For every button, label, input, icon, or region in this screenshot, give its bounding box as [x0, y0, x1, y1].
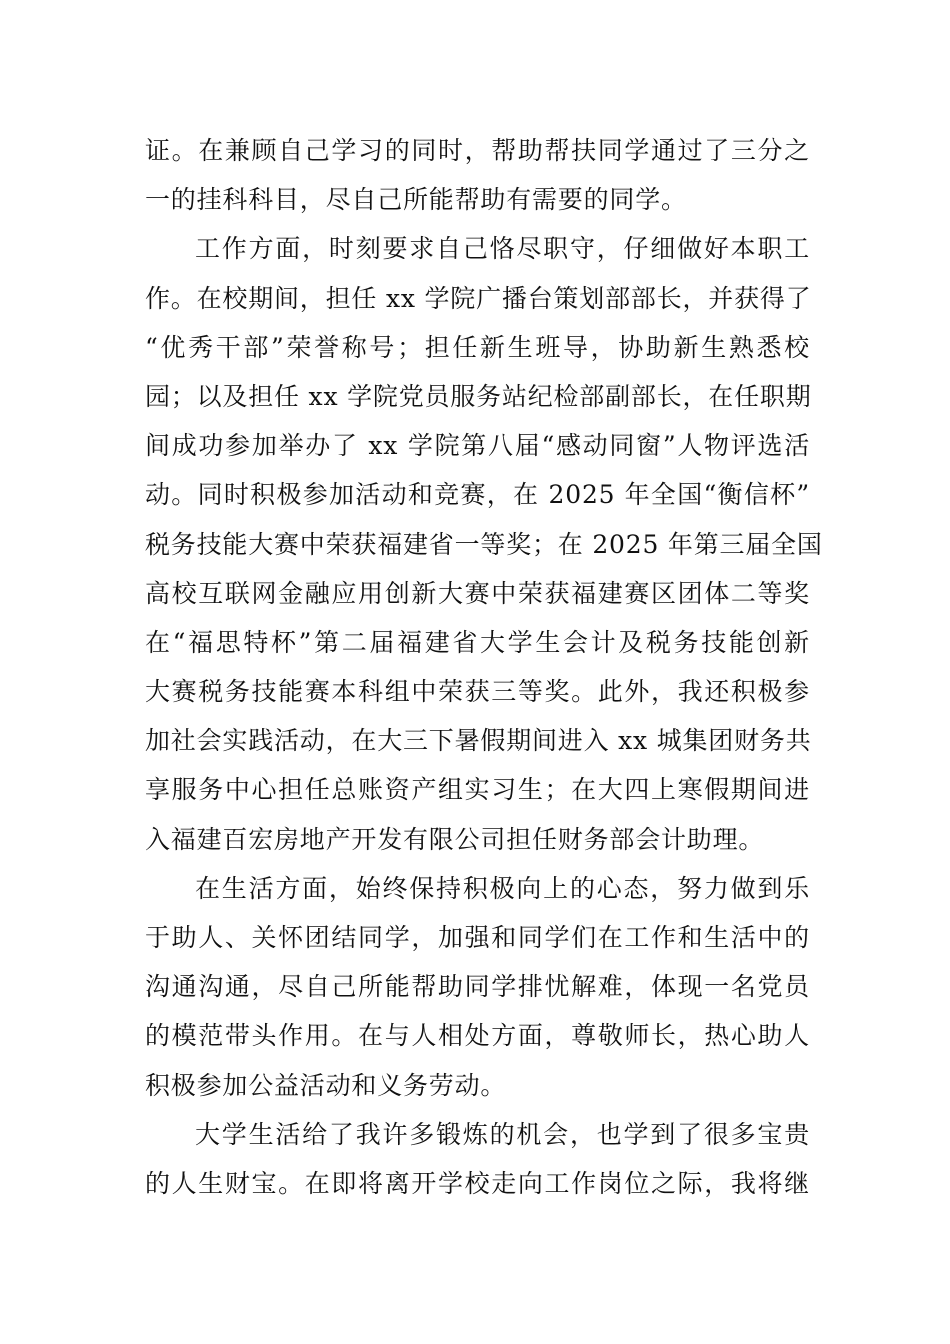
text-line: 在“福思特杯”第二届福建省大学生会计及税务技能创新	[145, 627, 810, 657]
text-line: 动。同时积极参加活动和竞赛，在 2025 年全国“衡信杯”	[145, 480, 810, 510]
text-line: 大学生活给了我许多锻炼的机会，也学到了很多宝贵	[195, 1119, 810, 1149]
document-body	[145, 126, 823, 1208]
text-line: 积极参加公益活动和义务劳动。	[145, 1070, 507, 1100]
text-line: 的模范带头作用。在与人相处方面，尊敬师长，热心助人	[145, 1021, 810, 1051]
text-line: 作。在校期间，担任 xx 学院广播台策划部部长，并获得了	[145, 283, 812, 313]
text-line: 园；以及担任 xx 学院党员服务站纪检部副部长，在任职期	[145, 381, 812, 411]
text-line: 大赛税务技能赛本科组中荣获三等奖。此外，我还积极参	[145, 677, 810, 707]
text-line: 的人生财宝。在即将离开学校走向工作岗位之际，我将继	[145, 1168, 810, 1198]
text-line: 在生活方面，始终保持积极向上的心态，努力做到乐	[195, 873, 810, 903]
text-line: 于助人、关怀团结同学，加强和同学们在工作和生活中的	[145, 923, 810, 952]
text-line: 一的挂科科目，尽自己所能帮助有需要的同学。	[145, 185, 687, 215]
text-line: 高校互联网金融应用创新大赛中荣获福建赛区团体二等奖	[145, 578, 810, 608]
text-line: 证。在兼顾自己学习的同时，帮助帮扶同学通过了三分之	[145, 136, 810, 165]
text-line: 入福建百宏房地产开发有限公司担任财务部会计助理。	[145, 824, 765, 854]
text-line: 享服务中心担任总账资产组实习生；在大四上寒假期间进	[145, 775, 810, 805]
text-line: 税务技能大赛中荣获福建省一等奖；在 2025 年第三届全国	[145, 529, 823, 559]
text-line: 加社会实践活动，在大三下暑假期间进入 xx 城集团财务共	[145, 726, 812, 756]
text-line: 间成功参加举办了 xx 学院第八届“感动同窗”人物评选活	[145, 431, 810, 461]
text-line: 工作方面，时刻要求自己恪尽职守，仔细做好本职工	[195, 234, 810, 264]
text-line: “优秀干部”荣誉称号；担任新生班导，协助新生熟悉校	[145, 332, 810, 362]
text-line: 沟通沟通，尽自己所能帮助同学排忧解难，体现一名党员	[145, 972, 810, 1002]
